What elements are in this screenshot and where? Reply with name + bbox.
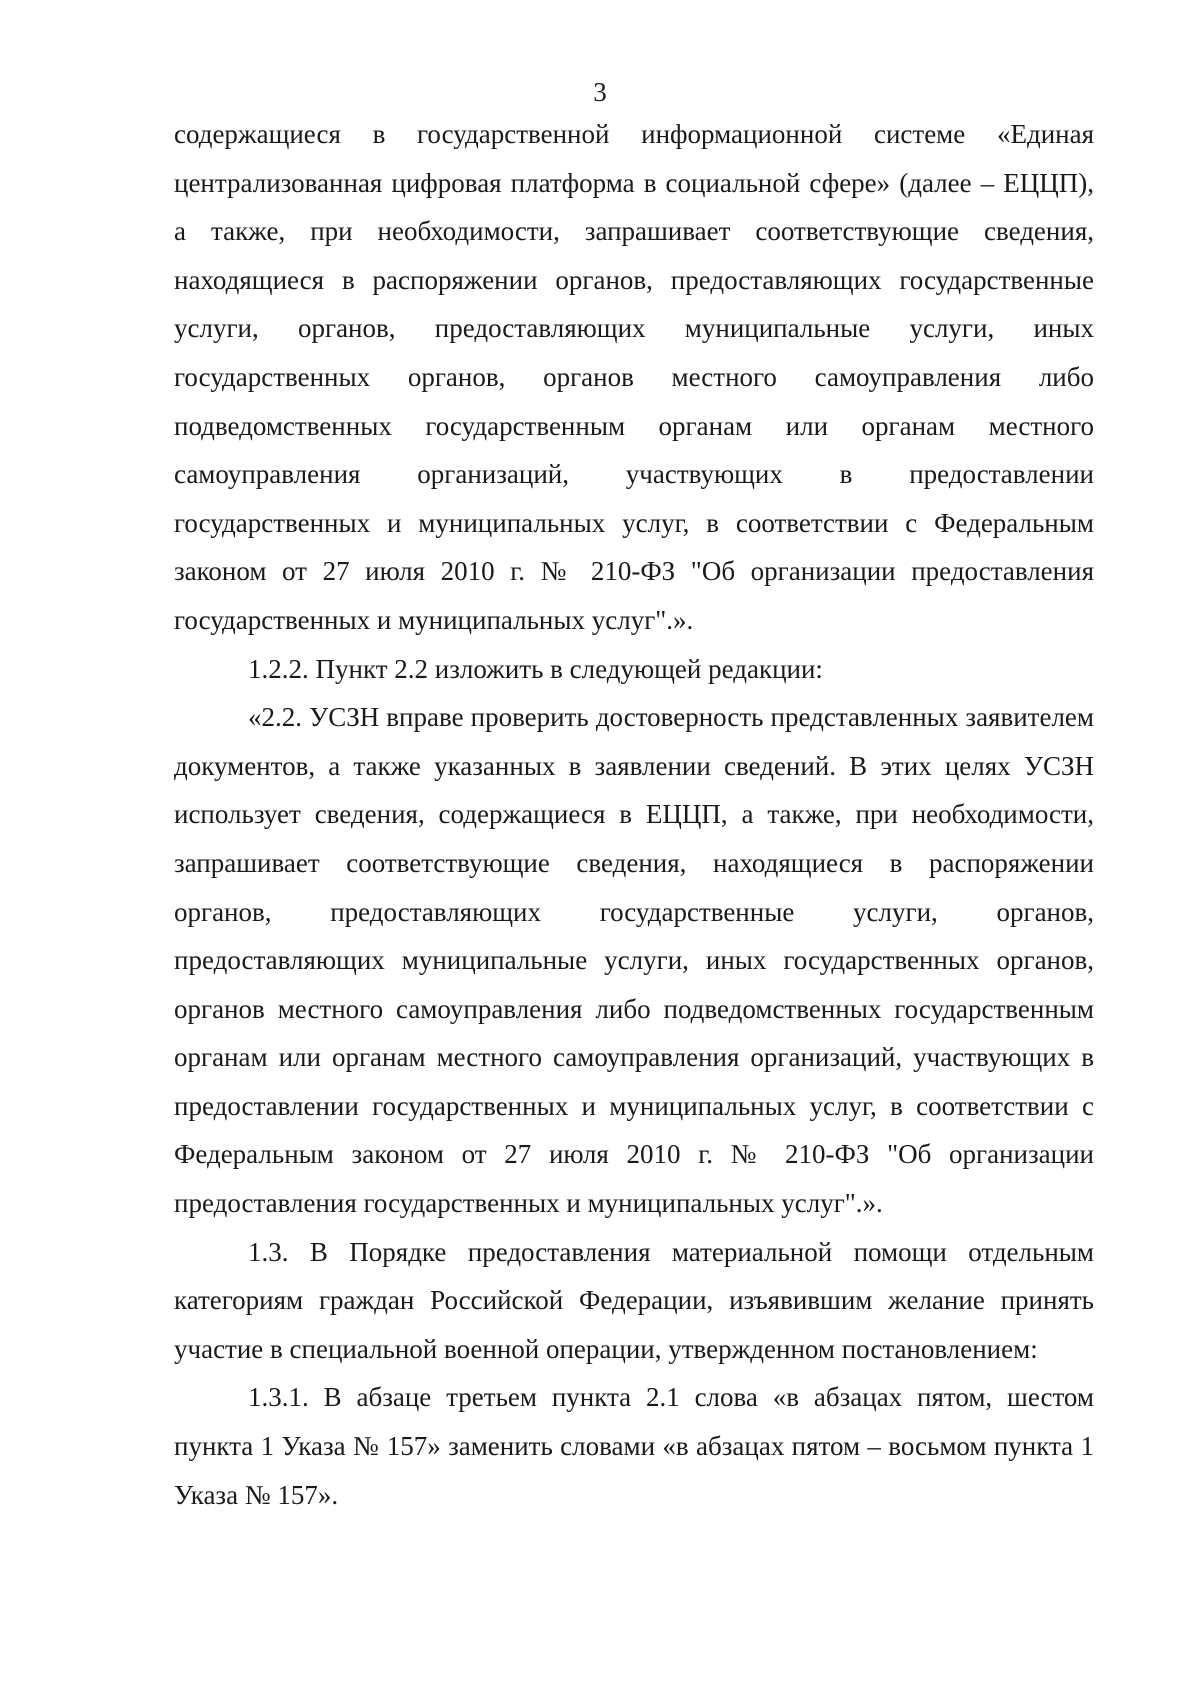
- paragraph-item-1-2-2: 1.2.2. Пункт 2.2 изложить в следующей редакции:: [248, 653, 823, 684]
- paragraph-item-1-3: 1.3. В Порядке предоставления материальной помощи отдельным категориям граждан Российской Федерации, изъявившим желание принять участие в специальной военной операции, утвержденном постановлением:: [174, 1236, 1094, 1364]
- paragraph-item-2-2-quote: «2.2. УСЗН вправе проверить достоверность представленных заявителем документов, а также указанных в заявлении сведений. В этих целях УСЗН использует сведения, содержащиеся в ЕЦЦП, а также, при необходимости, запрашивает соответствующие сведения, находящиеся в распоряжении органов, предоставляющих государственные услуги, органов, предоставляющих муниципальные услуги, иных государственных органов, органов местного самоуправления либо подведомственных государственным органам или органам местного самоуправления организаций, участвующих в предоставлении государственных и муниципальных услуг, в соответствии с Федеральным законом от 27 июля 2010 г. № 210-ФЗ "Об организации предоставления государственных и муниципальных услуг".».: [174, 702, 1094, 1219]
- document-body: [174, 110, 1094, 1519]
- page-number: 3: [593, 77, 607, 107]
- paragraph-continuation: содержащиеся в государственной информационной системе «Единая централизованная цифровая платформа в социальной сфере» (далее – ЕЦЦП), а также, при необходимости, запрашивает соответствующие сведения, находящиеся в распоряжении органов, предоставляющих государственные услуги, органов, предоставляющих муниципальные услуги, иных государственных органов, органов местного самоуправления либо подведомственных государственным органам или органам местного самоуправления организаций, участвующих в предоставлении государственных и муниципальных услуг, в соответствии с Федеральным законом от 27 июля 2010 г. № 210-ФЗ "Об организации предоставления государственных и муниципальных услуг".».: [174, 119, 1094, 635]
- paragraph-item-1-3-1: 1.3.1. В абзаце третьем пункта 2.1 слова «в абзацах пятом, шестом пункта 1 Указа № 157» заменить словами «в абзацах пятом – восьмом пункта 1 Указа № 157».: [174, 1382, 1094, 1510]
